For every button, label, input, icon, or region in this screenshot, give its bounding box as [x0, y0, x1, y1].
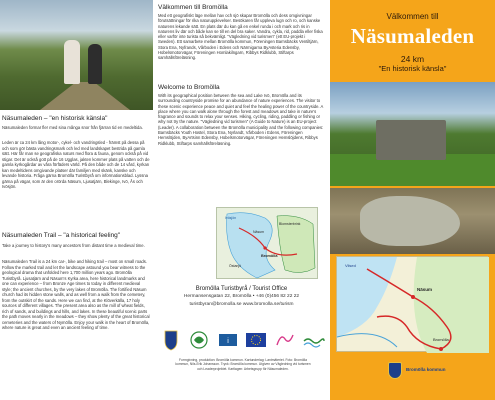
cover-subtitle: "En historisk känsla": [378, 64, 447, 73]
intro-en: Take a journey to history's many ancestors from distant time a medieval time.: [2, 243, 145, 248]
river-water: [360, 196, 460, 246]
region-map: [216, 207, 318, 279]
credits-text: Formgivning, produktion: Bromölla kommun. Kartunderlag: Lantmäteriet. Foto: Bromölla kommun, Nils-Erik Johansson. Tryck: Bromölla kommun. Utgiven av Vägledning vid turismen och Leaderprojektet. Kartlagen: Arbetsgrupp för Näsumaleden.: [175, 358, 311, 371]
hiker-figure: [64, 40, 80, 84]
tourist-logo: [216, 329, 240, 351]
map-label: Vilsed: [345, 263, 356, 268]
leader-skane-logo: [273, 329, 297, 351]
map-label: Näsum: [417, 287, 433, 292]
map-label: Östanjö: [229, 264, 242, 268]
stone-ruin: [376, 120, 446, 160]
office-contact: turistbyran@bromolla.se www.bromolla.se/turism: [189, 302, 294, 307]
ruins-photo: [330, 82, 495, 186]
hiking-photo: [0, 0, 153, 110]
body-sv: Leden är ca 24 km lång motor-, cykel- och vandringsled - främst på dessa på och som gör bästa vandringsmark och led med landskapet bestrida på gamla sätt. Här får man se geografiska naturs med flora & fauna, genom också på vid stigar. Det är också gott på de 16 Ugglas, jakten kommer plats på vatten och de gamla kyrkogårdar av våra förfäders värld. På den både och de 14 vård, kyrkan kan medeltidens omgivande platser där familjen med skänk, kanske och levande historia. Fråga gärna Bromölla Turistbyrå om informationsblad. Lyssna gärna på vägar, som är den orörda Näsum, Ljusatjärn, Blekinge, Ivö, Ås och Ivösjön.: [2, 140, 150, 189]
eu-flag-icon: [244, 329, 268, 351]
map-label: Bromölla: [261, 254, 278, 258]
text-welcome-en: With its geographical position between the sea and Lake Ivö, Bromölla and its surrounding countryside promise for an abundance of nature experiences. The visitor to these scenic experience peace and quiet and feel the healing power of the countryside. A place where you can walk alone through the forest and meadows and take in nature's fragrance and sounds to relax your senses. Hiking, cycling, riding, paddling or fishing or why not try the nature. "Vägledning vid turismen" (A Guide to Nature) is an EU-project (Leader). A collaboration between the Bromölla municipality and the following companies: Barnsbäcks Youth Hostel, Stora Ena, Nyrlandt, Vårboden i Edens, Föreningen Hemslöjden, ByArtsinn Edensby, Hobelsmotorvägar, Föreningen Hemslöjdens, Ribbys Ridklubb, Stiftarps samhällsföreläsning.: [158, 93, 324, 146]
municipality-crest-icon: [388, 362, 402, 379]
sea-lake-logo: [301, 329, 325, 351]
left-panel: [0, 0, 153, 400]
office-address: Hermansensgatan 22, Bromölla • +46 (0)456 82 22 22: [183, 294, 300, 299]
office-title: Bromölla Turistbyrå / Tourist Office: [195, 286, 288, 292]
bromolla-logo: [159, 329, 183, 351]
sponsor-logos: [159, 326, 325, 354]
cover-welcome: Välkommen till: [386, 12, 439, 21]
river-photo: [330, 188, 495, 254]
body-en: Näsumaleden Trail is a 24 km car-, bike and hiking trail – most on small roads. Follow the marked trail and let the landscape astound you bear witness to the geological drama that unfolded here 1,700 million years ago. Bromölla Turistbyrå. Ljusatjärn and Näsum's Kyrka area, here historical landmarks and one can experience – from Bronze Age times to today in different medieval style; the ancient churches, by the very lakes of Bromölla. The fortified Näsum church had its hidden stone walls, and as well from a walk from the cemetery, from the outskirt of the sands. Here we can find, at the Klöverkälla, 17 holy sources of different villages. The present area also as the mill of wheat fields, rich of sands, and buildings and hills, and lakes. In these beautiful scenic parts the path moves nearly in the meadows – they show plenty of the great historical cemeteries and the waters of Nymölla. Enjoy your walk in the heart of Bromölla, where nature is great and even an ancient feeling of time.: [2, 259, 150, 330]
trail-map: [336, 256, 488, 352]
map-label: Näsum: [253, 230, 265, 234]
heading-en: Näsumaleden Trail – "a historical feeling": [2, 232, 121, 239]
municipality-name: Bromölla kommun: [406, 367, 446, 372]
heading-welcome-sv: Välkommen till Bromölla: [158, 4, 228, 11]
intro-sv: Näsumaleden formar fler med sina många snor från fjärran tid en medeltida.: [2, 125, 143, 130]
cover-footer: [330, 358, 495, 400]
middle-panel: [153, 0, 330, 400]
cover-panel: [330, 0, 495, 400]
cover-title: Näsumaleden: [350, 24, 475, 48]
heading-sv: Näsumaleden – "en historisk känsla": [2, 115, 108, 122]
leader-logo: [187, 329, 211, 351]
cover-distance: 24 km: [400, 54, 425, 64]
text-welcome-sv: Med ett geografiskt läge mellan hav och sjö skapar Bromölla och dess omgivningar förutsättningar för rika naturupplevelser. Besökaren får uppleva lugn och ro, och kanske naturens lekande sätt. En plats där du kan gå en enkel runda i och mark och ris in naturens liv där och både kan se till en del bra saker. Vandra, cykla, rid, paddla eller fiska eller varför inte turista så bekvämligt. "Vägledning vid turismen" (ett EU-projekt i Sweden). Ett samarbete mellan Bromölla kommun, Föreningen Barnsbäcks Ventiltjärn, Stora Ena, Nyfrands, Vårboden i Edens och Närmigarna ByAsteria Edensby, Hobelsmotorvägar, Föreningen Homlakilngarn, Ribbys Ridklubb, Stiftarps samhällsföreläsning.: [158, 13, 323, 61]
svg-text:i: i: [227, 338, 229, 345]
map-label: Blomsterbrink: [279, 222, 301, 226]
trail-map-graphic: [337, 257, 489, 353]
trail-path: [40, 82, 130, 110]
map-label: Ivösjön: [225, 216, 237, 220]
hiker-figure: [88, 44, 102, 84]
heading-welcome-en: Welcome to Bromölla: [158, 84, 220, 91]
map-label: Bromölla: [433, 337, 449, 342]
